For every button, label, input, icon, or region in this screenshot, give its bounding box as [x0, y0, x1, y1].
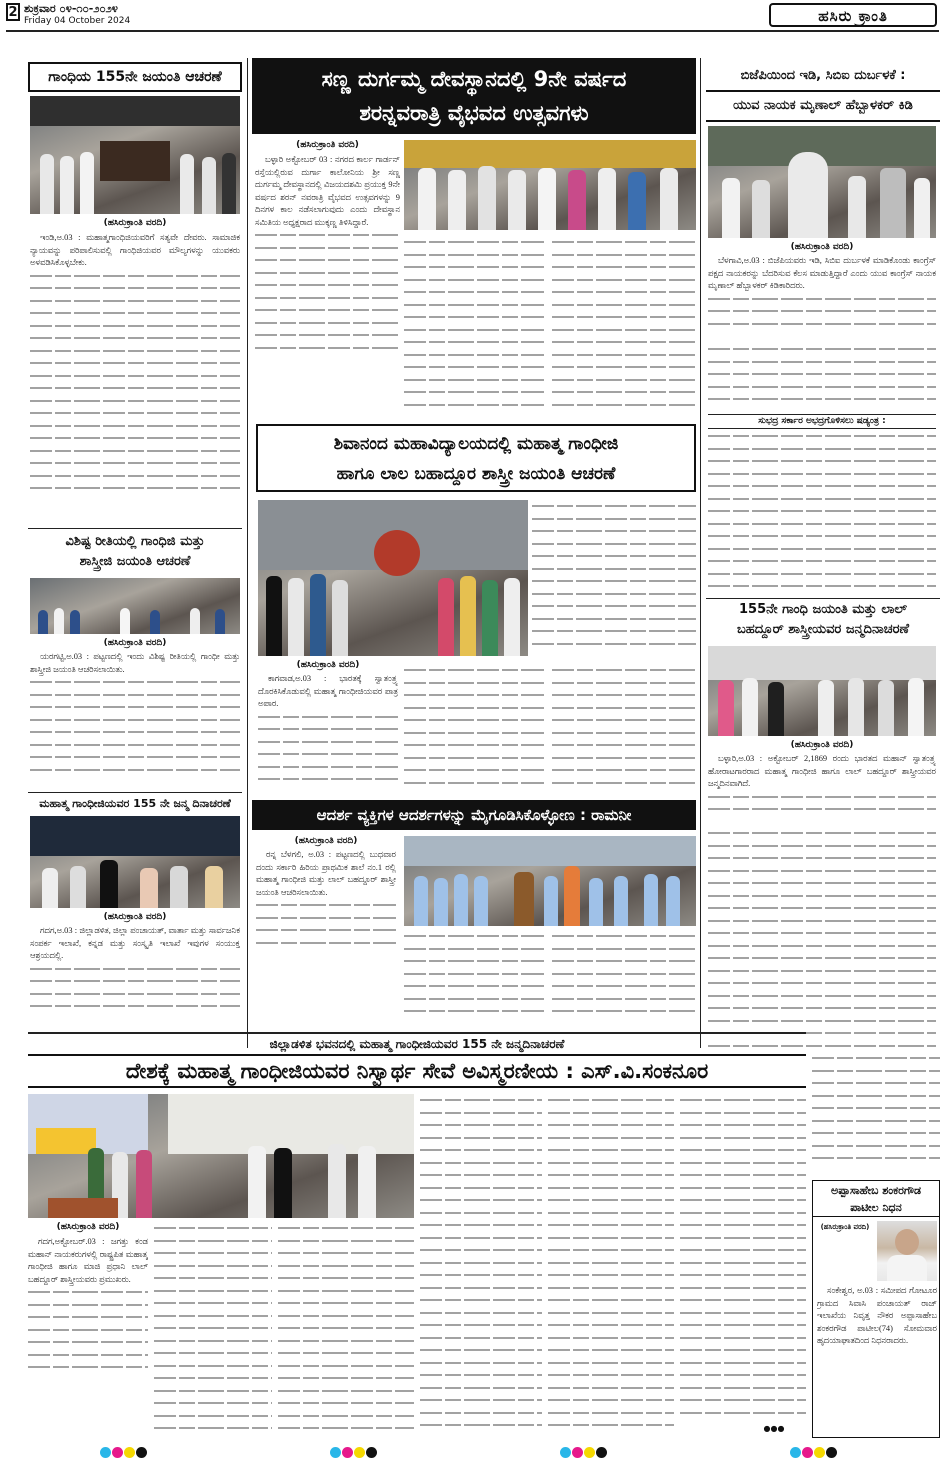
end-mark: ●●●	[763, 1424, 785, 1433]
article-body-shivananda-col2	[404, 664, 544, 795]
title-line: ಅಪ್ಪಾಸಾಹೇಬ ಶಂಕರಗೌಡ	[831, 1184, 921, 1197]
article-text: ಗದಗ,ಅಕ್ಟೋಬರ್.03 : ಜಗತ್ತು ಕಂಡ ಮಹಾನ್ ನಾಯಕರುಗಳಲ್ಲಿ ರಾಷ್ಟ್ರಪಿತ ಮಹಾತ್ಮ ಗಾಂಧೀಜಿ ಹಾಗೂ ಮಾಜಿ ಪ್ರಧಾನಿ ಲಾಲ್ ಬಹದ್ದೂರ್ ಶಾಸ್ತ್ರೀಯವರು ಪ್ರಮುಖರು.	[28, 1237, 148, 1284]
article-text: ರನ್ನ ಬೆಳಗಲಿ, ಅ.03 : ಪಟ್ಟಣದಲ್ಲಿ ಬುಧವಾರ ದಂದು ಸರ್ಕಾರಿ ಹಿರಿಯ ಪ್ರಾಥಮಿಕ ಶಾಲೆ ನಂ.1 ರಲ್ಲಿ ಮಹಾತ್ಮ ಗಾಂಧೀಜಿ ಮತ್ತು ಲಾಲ್ ಬಹದ್ದೂರ್ ಶಾಸ್ತ್ರೀ ಜಯಂತಿ ಆಚರಿಸಲಾಯಿತು.	[256, 850, 396, 897]
registration-dot	[814, 1447, 825, 1458]
title-line: ಸಣ್ಣ ದುರ್ಗಮ್ಮ ದೇವಸ್ಥಾನದಲ್ಲಿ 9ನೇ ವರ್ಷದ	[321, 67, 627, 91]
registration-dot	[826, 1447, 837, 1458]
registration-marks	[790, 1447, 837, 1459]
article-body-deshakke-col6	[680, 1094, 806, 1424]
registration-dot	[802, 1447, 813, 1458]
registration-dot	[124, 1447, 135, 1458]
news-source-label: (ಹಸಿರುಕ್ರಾಂತಿ ವರದಿ)	[296, 140, 359, 150]
title-line: ಬಹದ್ದೂರ್ ಶಾಸ್ತ್ರೀಯವರ ಜನ್ಮದಿನಾಚರಣೆ	[737, 622, 909, 637]
article-title-gandhi-jayanti: ಗಾಂಧಿಯ 155ನೇ ಜಯಂತಿ ಆಚರಣೆ	[28, 62, 242, 92]
article-title-bjp	[706, 62, 940, 122]
title-line: ಪಾಟೀಲ ನಿಧನ	[850, 1201, 902, 1214]
separator	[28, 1032, 806, 1034]
title-line: ಶಿವಾನಂದ ಮಹಾವಿದ್ಯಾಲಯದಲ್ಲಿ ಮಹಾತ್ಮ ಗಾಂಧೀಜಿ	[333, 434, 619, 454]
article-body-adarsha-col3	[552, 930, 696, 1030]
article-body-sanna-durgamma-col2	[404, 236, 544, 420]
article-body-gandhi-jayanti	[30, 232, 240, 524]
news-source-label: (ಹಸಿರುಕ್ರಾಂತಿ ವರದಿ)	[296, 660, 360, 670]
article-body-adarsha-col2	[404, 930, 544, 1030]
separator	[28, 792, 242, 793]
registration-marks	[560, 1447, 607, 1459]
date-english: Friday 04 October 2024	[24, 16, 131, 26]
title-line: ಶಾಸ್ತ್ರೀಜಿ ಜಯಂತಿ ಆಚರಣೆ	[79, 554, 191, 569]
article-body-shivananda	[258, 673, 398, 795]
separator	[706, 598, 940, 599]
photo-adarsha	[404, 836, 696, 926]
article-body-bjp	[708, 255, 936, 343]
date-kannada: ಶುಕ್ರವಾರ ೦೪-೧೦-೨೦೨೪	[24, 2, 118, 15]
article-body-155-lal	[708, 753, 936, 827]
news-source-label: (ಹಸಿರುಕ್ರಾಂತಿ ವರದಿ)	[790, 740, 854, 750]
news-source-label: (ಹಸಿರುಕ್ರಾಂತಿ ವರದಿ)	[103, 912, 167, 922]
registration-dot	[584, 1447, 595, 1458]
article-body-shivananda-col3	[532, 500, 696, 660]
paper-name: ಹಸಿರು ಕ್ರಾಂತಿ	[769, 3, 937, 27]
registration-dot	[112, 1447, 123, 1458]
news-source-label: (ಹಸಿರುಕ್ರಾಂತಿ ವರದಿ)	[103, 218, 167, 228]
news-source-label: (ಹಸಿರುಕ್ರಾಂತಿ ವರದಿ)	[820, 1223, 870, 1231]
news-source-label: (ಹಸಿರುಕ್ರಾಂತಿ ವರದಿ)	[103, 638, 167, 648]
registration-dot	[330, 1447, 341, 1458]
separator	[28, 528, 242, 529]
photo-deshakke	[28, 1094, 414, 1218]
article-body-sanna-durgamma-col3	[552, 236, 696, 420]
registration-marks	[330, 1447, 377, 1459]
photo-gandhi-jayanti	[30, 96, 240, 214]
article-body-deshakke-col4	[420, 1094, 542, 1436]
title-line: ಬಿಜೆಪಿಯಿಂದ ಇಡಿ, ಸಿಬಿಐ ದುರ್ಬಳಕೆ :	[740, 68, 906, 83]
photo-shivananda	[258, 500, 528, 656]
article-body-deshakke-col2	[154, 1222, 272, 1436]
photo-bjp	[708, 126, 936, 238]
article-body-vishishta	[30, 651, 240, 789]
registration-marks	[100, 1447, 147, 1459]
column-divider	[247, 58, 248, 1048]
article-text: ಬಳ್ಳಾರಿ ಅಕ್ಟೋಬರ್ 03 : ನಗರದ ಕಾರ್ಲ ಗಾರ್ಡನ್ ರಸ್ತೆಯಲ್ಲಿರುವ ದುರ್ಗಾ ಕಾಲೋನಿಯ ಶ್ರೀ ಸಣ್ಣ ದುರ್ಗಮ್ಮ ದೇವಸ್ಥಾನದಲ್ಲಿ ವಿಜಯದಶಮಿ ಪ್ರಯುಕ್ತ 9ನೇ ವರ್ಷದ ಶರನ್ ನವರಾತ್ರಿ ವೈಭವದ ಉತ್ಸವಗಳನ್ನು 9 ದಿನಗಳ ಕಾಲ ನಡೆಸಲಾಗುವುದು ಎಂದು ದೇವಸ್ಥಾನ ಸಮಿತಿಯ ಅಧ್ಯಕ್ಷರಾದ ಮುಕ್ಕಣ್ಣ ತಿಳಿಸಿದ್ದಾರೆ.	[255, 155, 400, 227]
registration-dot	[560, 1447, 571, 1458]
title-line: ವಿಶಿಷ್ಟ ರೀತಿಯಲ್ಲಿ ಗಾಂಧಿಜಿ ಮತ್ತು	[65, 534, 205, 549]
photo-gandhi-155-birthday	[30, 816, 240, 908]
registration-dot	[366, 1447, 377, 1458]
article-body-deshakke-col5	[548, 1094, 674, 1436]
article-title-adarsha: ಆದರ್ಶ ವ್ಯಕ್ತಿಗಳ ಆದರ್ಶಗಳನ್ನು ಮೈಗೂಡಿಸಿಕೊಳ್ಳೋಣ : ರಾಮನೀ	[252, 800, 696, 830]
article-body-deshakke	[28, 1236, 148, 1436]
article-body-155-lal-3	[812, 1052, 940, 1172]
obituary-title	[813, 1181, 939, 1217]
title-line: ಶರನ್ನವರಾತ್ರಿ ವೈಭವದ ಉತ್ಸವಗಳು	[359, 101, 589, 125]
registration-dot	[596, 1447, 607, 1458]
article-title-sanna-durgamma	[252, 58, 696, 134]
registration-dot	[136, 1447, 147, 1458]
article-title-deshakke: ದೇಶಕ್ಕೆ ಮಹಾತ್ಮ ಗಾಂಧೀಜಿಯವರ ನಿಸ್ವಾರ್ಥ ಸೇವೆ ಅವಿಸ್ಮರಣೀಯ : ಎಸ್.ವಿ.ಸಂಕನೂರ	[28, 1054, 806, 1088]
article-body-bjp-3	[708, 430, 936, 596]
article-text: ಗದಗ,ಅ.03 : ಜಿಲ್ಲಾಡಳಿತ, ಜಿಲ್ಲಾ ಪಂಚಾಯತ್, ವಾರ್ತಾ ಮತ್ತು ಸಾರ್ವಜನಿಕ ಸಂಪರ್ಕ ಇಲಾಖೆ, ಕನ್ನಡ ಮತ್ತು ಸಂಸ್ಕೃತಿ ಇಲಾಖೆ ಇವುಗಳ ಸಂಯುಕ್ತ ಆಶ್ರಯದಲ್ಲಿ.	[30, 926, 240, 960]
article-body-gandhi-155-birthday	[30, 925, 240, 1025]
title-line: ಹಾಗೂ ಲಾಲ ಬಹಾದ್ದೂರ ಶಾಸ್ತ್ರೀ ಜಯಂತಿ ಆಚರಣೆ	[336, 464, 616, 484]
article-body-adarsha	[256, 849, 396, 973]
obituary-body	[817, 1285, 937, 1435]
registration-dot	[354, 1447, 365, 1458]
article-text: ಇಂಡಿ,ಅ.03 : ಮಹಾತ್ಮಗಾಂಧಿಜಿಯವರಿಗೆ ಸತ್ಯವೇ ದೇವರು. ಸಾಮಾಜಿಕ ನ್ಯಾಯವನ್ನು ಪರಿಪಾಲಿಸುವಲ್ಲಿ ಗಾಂಧಿಜಿಯವರ ಮೌಲ್ಯಗಳನ್ನು ಯುವಕರು ಅಳವಡಿಸಿಕೊಳ್ಳಬೇಕು.	[30, 233, 240, 267]
article-text: ಸಂಕೇಶ್ವರ, ಅ.03 : ಸಮೀಪದ ಗೋಟೂರ ಗ್ರಾಮದ ಸಿವಾಸಿ ಪಂಚಾಯತ್ ರಾಜ್ ಇಲಾಖೆಯ ನಿವೃತ್ತ ನೌಕರ ಅಪ್ಪಾಸಾಹೇಬ ಶಂಕರಗೌಡ ಪಾಟೀಲ(74) ಸೋಮವಾರ ಹೃದಯಾಘಾತದಿಂದ ನಿಧನರಾದರು.	[817, 1286, 937, 1345]
article-text: ಬಳ್ಳಾರಿ,ಅ.03 : ಅಕ್ಟೋಬರ್ 2,1869 ರಂದು ಭಾರತದ ಮಹಾನ್ ಸ್ವಾತಂತ್ರ್ಯ ಹೋರಾಟಗಾರರಾದ ಮಹಾತ್ಮ ಗಾಂಧೀಜಿ ಹಾಗೂ ಲಾಲ್ ಬಹದ್ದೂರ್ ಶಾಸ್ತ್ರೀಯವರ ಜನ್ಮದಿನವಾಗಿದೆ.	[708, 754, 936, 788]
article-title-vishishta	[28, 532, 242, 572]
article-title-155-lal	[706, 600, 940, 640]
article-kicker-deshakke: ಜಿಲ್ಲಾಡಳಿತ ಭವನದಲ್ಲಿ ಮಹಾತ್ಮ ಗಾಂಧೀಜಿಯವರ 155 ನೇ ಜನ್ಮದಿನಾಚರಣೆ	[269, 1037, 565, 1051]
title-line: 155ನೇ ಗಾಂಧಿ ಜಯಂತಿ ಮತ್ತು ಲಾಲ್	[739, 602, 907, 617]
article-title-shivananda	[256, 424, 696, 492]
article-text: ಕಾಗವಾಡ,ಅ.03 : ಭಾರತಕ್ಕೆ ಸ್ವಾತಂತ್ರ್ಯ ದೊರಕಿಸಿಕೊಡುವಲ್ಲಿ ಮಹಾತ್ಮ ಗಾಂಧೀಜಿಯವರ ಪಾತ್ರ ಅಪಾರ.	[258, 674, 398, 708]
news-source-label: (ಹಸಿರುಕ್ರಾಂತಿ ವರದಿ)	[56, 1222, 120, 1232]
article-text: ಯರಗಟ್ಟಿ,ಅ.03 : ಪಟ್ಟಣದಲ್ಲಿ ಇಂದು ವಿಶಿಷ್ಟ ರೀತಿಯಲ್ಲಿ ಗಾಂಧೀ ಮತ್ತು ಶಾಸ್ತ್ರೀಜಿ ಜಯಂತಿ ಆಚರಿಸಲಾಯಿತು.	[30, 652, 240, 674]
news-source-label: (ಹಸಿರುಕ್ರಾಂತಿ ವರದಿ)	[790, 242, 854, 252]
registration-dot	[572, 1447, 583, 1458]
obituary-box	[812, 1180, 940, 1438]
photo-sanna-durgamma	[404, 140, 696, 230]
title-line: ಯುವ ನಾಯಕ ಮೃಣಾಲ್ ಹೆಬ್ಬಾಳಕರ್ ಕಿಡಿ	[706, 90, 940, 120]
obituary-portrait	[877, 1221, 937, 1281]
article-title-gandhi-155-birthday: ಮಹಾತ್ಮ ಗಾಂಧೀಜಿಯವರ 155 ನೇ ಜನ್ಮ ದಿನಾಚರಣೆ	[39, 797, 231, 810]
article-body-deshakke-col3	[278, 1222, 414, 1436]
article-body-shivananda-col4	[552, 664, 696, 795]
photo-vishishta	[30, 578, 240, 634]
page-number: 2	[6, 3, 20, 21]
column-divider	[700, 58, 701, 1048]
registration-dot	[100, 1447, 111, 1458]
article-body-bjp-2	[708, 343, 936, 413]
article-body-155-lal-2	[708, 827, 936, 1052]
masthead-rule	[6, 30, 939, 32]
news-source-label: (ಹಸಿರುಕ್ರಾಂತಿ ವರದಿ)	[294, 836, 358, 846]
article-text: ಬೆಳಗಾವಿ,ಅ.03 : ಬಿಜೆಪಿಯವರು ಇಡಿ, ಸಿಬಿಐ ದುರ್ಬಳಕೆ ಮಾಡಿಕೊಂಡು ಕಾಂಗ್ರೆಸ್ ಪಕ್ಷದ ನಾಯಕರನ್ನು ಬೆದರಿಸುವ ಕೆಲಸ ಮಾಡುತ್ತಿದ್ದಾರೆ ಎಂದು ಯುವ ಕಾಂಗ್ರೆಸ್ ನಾಯಕ ಮೃಣಾಲ್ ಹೆಬ್ಬಾಳಕರ್ ಕಿಡಿಕಾರಿದರು.	[708, 256, 936, 290]
registration-dot	[790, 1447, 801, 1458]
article-subhead-bjp: ಸುಭದ್ರ ಸರ್ಕಾರ ಅಭದ್ರಗೊಳಿಸಲು ಷಡ್ಯಂತ್ರ :	[708, 414, 936, 429]
registration-dot	[342, 1447, 353, 1458]
photo-155-lal	[708, 646, 936, 736]
article-body-sanna-durgamma	[255, 154, 400, 420]
